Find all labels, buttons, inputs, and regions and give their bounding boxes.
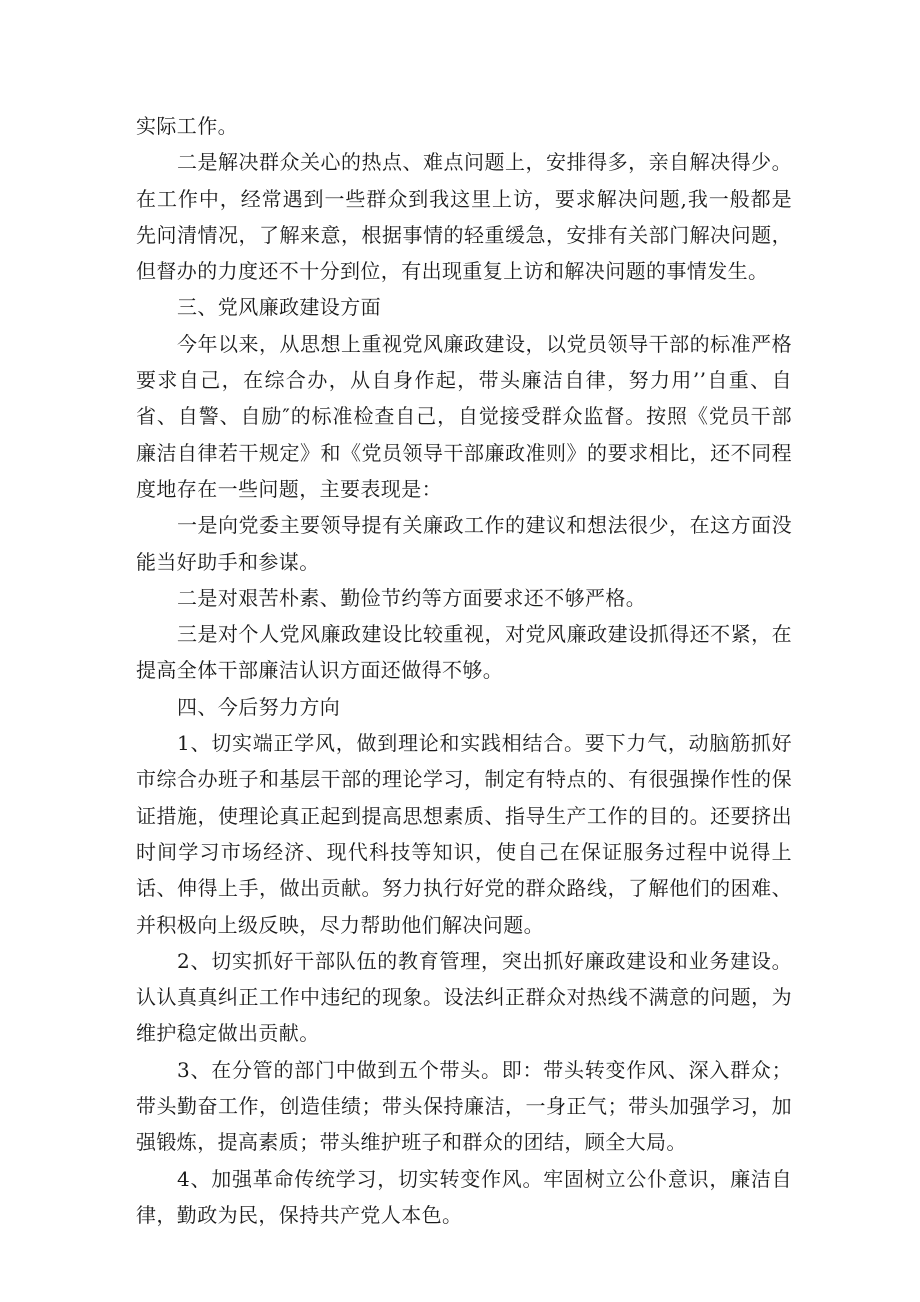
- paragraph-issue-two: 二是对艰苦朴素、勤俭节约等方面要求还不够严格。: [177, 585, 647, 610]
- section-heading-3: 三、党风廉政建设方面: [177, 295, 381, 320]
- paragraph-direction-2: 2、切实抓好干部队伍的教育管理，突出抓好廉政建设和业务建设。认认真真纠正工作中违纪的现象。设法纠正群众对热线不满意的问题，为维护稳定做出贡献。: [136, 948, 792, 1046]
- paragraph-direction-1: 1、切实端正学风，做到理论和实践相结合。要下力气，动脑筋抓好市综合办班子和基层干部的理论学习，制定有特点的、有很强操作性的保证措施，使理论真正起到提高思想素质、指导生产工作的目的。还要挤出时间学习市场经济、现代科技等知识，使自己在保证服务过程中说得上话、伸得上手，做出贡献。努力执行好党的群众路线，了解他们的困难、并积极向上级反映，尽力帮助他们解决问题。: [136, 731, 792, 937]
- paragraph-issue-one: 一是向党委主要领导提有关廉政工作的建议和想法很少，在这方面没能当好助手和参谋。: [136, 513, 792, 574]
- section-heading-4: 四、今后努力方向: [177, 694, 341, 719]
- paragraph-direction-4: 4、加强革命传统学习，切实转变作风。牢固树立公仆意识，廉洁自律，勤政为民，保持共产党人本色。: [136, 1166, 792, 1227]
- paragraph-continuation: 实际工作。: [136, 114, 238, 138]
- document-body: [136, 108, 792, 1233]
- paragraph-section-3-intro: 今年以来，从思想上重视党风廉政建设，以党员领导干部的标准严格要求自己，在综合办，从自身作起，带头廉洁自律，努力用’’自重、自省、自警、自励″的标准检查自己，自觉接受群众监督。按照《党员干部廉洁自律若干规定》和《党员领导干部廉政准则》的要求相比，还不同程度地存在一些问题，主要表现是：: [136, 331, 792, 501]
- paragraph-direction-3: 3、在分管的部门中做到五个带头。即：带头转变作风、深入群众；带头勤奋工作，创造佳绩；带头保持廉洁，一身正气；带头加强学习，加强锻炼，提高素质；带头维护班子和群众的团结，顾全大局。: [136, 1057, 792, 1155]
- paragraph-point-two: 二是解决群众关心的热点、难点问题上，安排得多，亲自解决得少。在工作中，经常遇到一些群众到我这里上访，要求解决问题,我一般都是先问清情况，了解来意，根据事情的轻重缓急，安排有关部门解决问题，但督办的力度还不十分到位，有出现重复上访和解决问题的事情发生。: [136, 150, 792, 284]
- paragraph-issue-three: 三是对个人党风廉政建设比较重视，对党风廉政建设抓得还不紧，在提高全体干部廉洁认识方面还做得不够。: [136, 622, 792, 683]
